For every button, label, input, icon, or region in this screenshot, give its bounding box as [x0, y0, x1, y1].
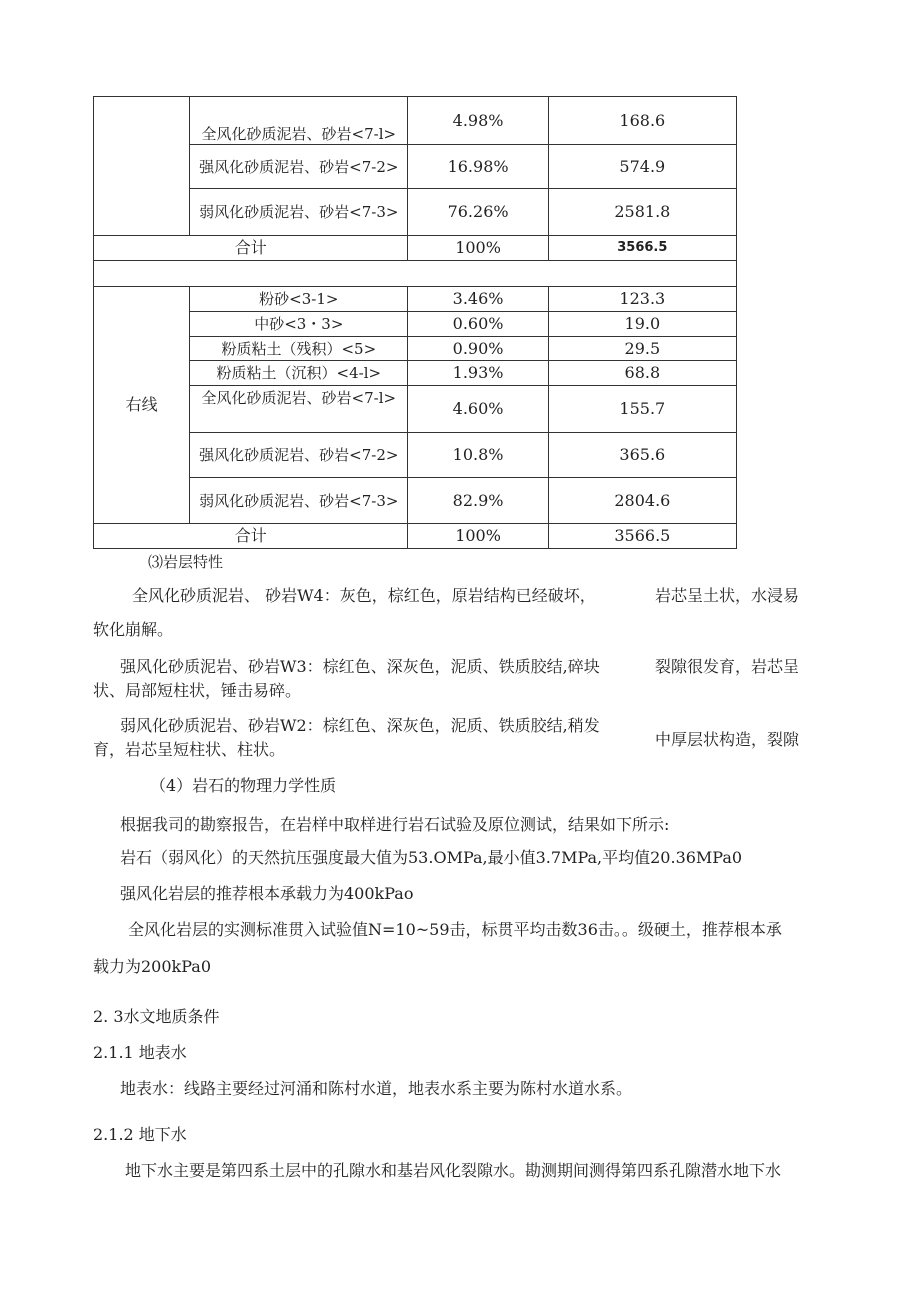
w4-text-cont: 软化崩解。 — [93, 620, 174, 639]
stratum-ratio: 3.46% — [408, 287, 548, 312]
stratum-name: 强风化砂质泥岩、砂岩<7-2> — [190, 433, 408, 478]
stratum-ratio: 0.60% — [408, 312, 548, 337]
paragraph: 地表水：线路主要经过河涌和陈村水道，地表水系主要为陈村水道水系。 — [120, 1079, 633, 1098]
w4-text: 全风化砂质泥岩、 砂岩W4：灰色，棕红色，原岩结构已经破坏， — [132, 586, 596, 605]
table-row — [94, 189, 737, 236]
stratum-name: 粉质粘土（沉积）<4-l> — [190, 361, 408, 386]
subheading-rock-layer-properties: ⑶岩层特性 — [148, 553, 224, 571]
w2-text-right: 中厚层状构造，裂隙 — [655, 730, 800, 749]
total-label: 合计 — [94, 524, 408, 549]
stratum-name: 强风化砂质泥岩、砂岩<7-2> — [190, 145, 408, 189]
paragraph: 地下水主要是第四系土层中的孔隙水和基岩风化裂隙水。勘测期间测得第四系孔隙潜水地下水 — [125, 1161, 782, 1180]
paragraph-cont: 载力为200kPa0 — [93, 957, 212, 976]
total-label: 合计 — [94, 236, 408, 261]
blank-row — [94, 261, 737, 287]
line-label-cell — [94, 97, 190, 236]
section-heading: 2.1.1 地表水 — [93, 1043, 187, 1062]
stratum-ratio: 4.60% — [408, 386, 548, 433]
total-ratio: 100% — [408, 236, 548, 261]
stratum-ratio: 4.98% — [408, 97, 548, 145]
stratum-value: 123.3 — [548, 287, 736, 312]
stratum-value: 365.6 — [548, 433, 736, 478]
total-value: 3566.5 — [548, 236, 736, 261]
stratum-ratio: 82.9% — [408, 478, 548, 524]
subheading-rock-mechanics: （4）岩石的物理力学性质 — [150, 776, 337, 795]
table-row — [94, 145, 737, 189]
stratum-name: 全风化砂质泥岩、砂岩<7-l> — [190, 386, 408, 433]
paragraph: 全风化岩层的实测标准贯入试验值N=10~59击，标贯平均击数36击。。级硬土，推荐根本承 — [128, 920, 782, 939]
stratum-name: 中砂<3・3> — [190, 312, 408, 337]
table-row — [94, 478, 737, 524]
stratum-name: 弱风化砂质泥岩、砂岩<7-3> — [190, 189, 408, 236]
table-row — [94, 361, 737, 386]
w4-text-right: 岩芯呈土状，水浸易 — [655, 586, 800, 605]
strata-ratio-table — [93, 96, 737, 549]
stratum-ratio: 16.98% — [408, 145, 548, 189]
stratum-ratio: 1.93% — [408, 361, 548, 386]
stratum-value: 2804.6 — [548, 478, 736, 524]
w2-text: 弱风化砂质泥岩、砂岩W2：棕红色、深灰色，泥质、铁质胶结,稍发 — [120, 716, 600, 735]
stratum-value: 2581.8 — [548, 189, 736, 236]
table-row — [94, 433, 737, 478]
blank-cell — [94, 261, 737, 287]
total-row — [94, 236, 737, 261]
paragraph: 岩石（弱风化）的天然抗压强度最大值为53.OMPa,最小值3.7MPa,平均值20.36MPa0 — [120, 848, 743, 867]
w3-text-right: 裂隙很发育，岩芯呈 — [655, 657, 800, 676]
table-row — [94, 287, 737, 312]
stratum-name: 粉砂<3-1> — [190, 287, 408, 312]
stratum-value: 155.7 — [548, 386, 736, 433]
stratum-value: 29.5 — [548, 337, 736, 361]
section-heading: 2. 3水文地质条件 — [93, 1007, 220, 1026]
stratum-value: 574.9 — [548, 145, 736, 189]
total-ratio: 100% — [408, 524, 548, 549]
paragraph: 根据我司的勘察报告，在岩样中取样进行岩石试验及原位测试，结果如下所示: — [120, 815, 670, 834]
stratum-ratio: 76.26% — [408, 189, 548, 236]
section-heading: 2.1.2 地下水 — [93, 1125, 187, 1144]
stratum-ratio: 0.90% — [408, 337, 548, 361]
line-label-cell: 右线 — [94, 287, 190, 524]
table-row — [94, 386, 737, 433]
stratum-name: 粉质粘土（残积）<5> — [190, 337, 408, 361]
total-row — [94, 524, 737, 549]
w2-text-cont: 育，岩芯呈短柱状、柱状。 — [93, 740, 286, 759]
w3-text-cont: 状、局部短柱状，锤击易碎。 — [93, 681, 302, 700]
stratum-value: 19.0 — [548, 312, 736, 337]
stratum-value: 168.6 — [548, 97, 736, 145]
stratum-name: 弱风化砂质泥岩、砂岩<7-3> — [190, 478, 408, 524]
table-row — [94, 312, 737, 337]
stratum-ratio: 10.8% — [408, 433, 548, 478]
paragraph: 强风化岩层的推荐根本承载力为400kPao — [120, 884, 414, 903]
table-row — [94, 97, 737, 145]
stratum-name: 全风化砂质泥岩、砂岩<7-l> — [190, 97, 408, 145]
w3-text: 强风化砂质泥岩、砂岩W3：棕红色、深灰色，泥质、铁质胶结,碎块 — [120, 657, 600, 676]
stratum-value: 68.8 — [548, 361, 736, 386]
total-value: 3566.5 — [548, 524, 736, 549]
table-row — [94, 337, 737, 361]
